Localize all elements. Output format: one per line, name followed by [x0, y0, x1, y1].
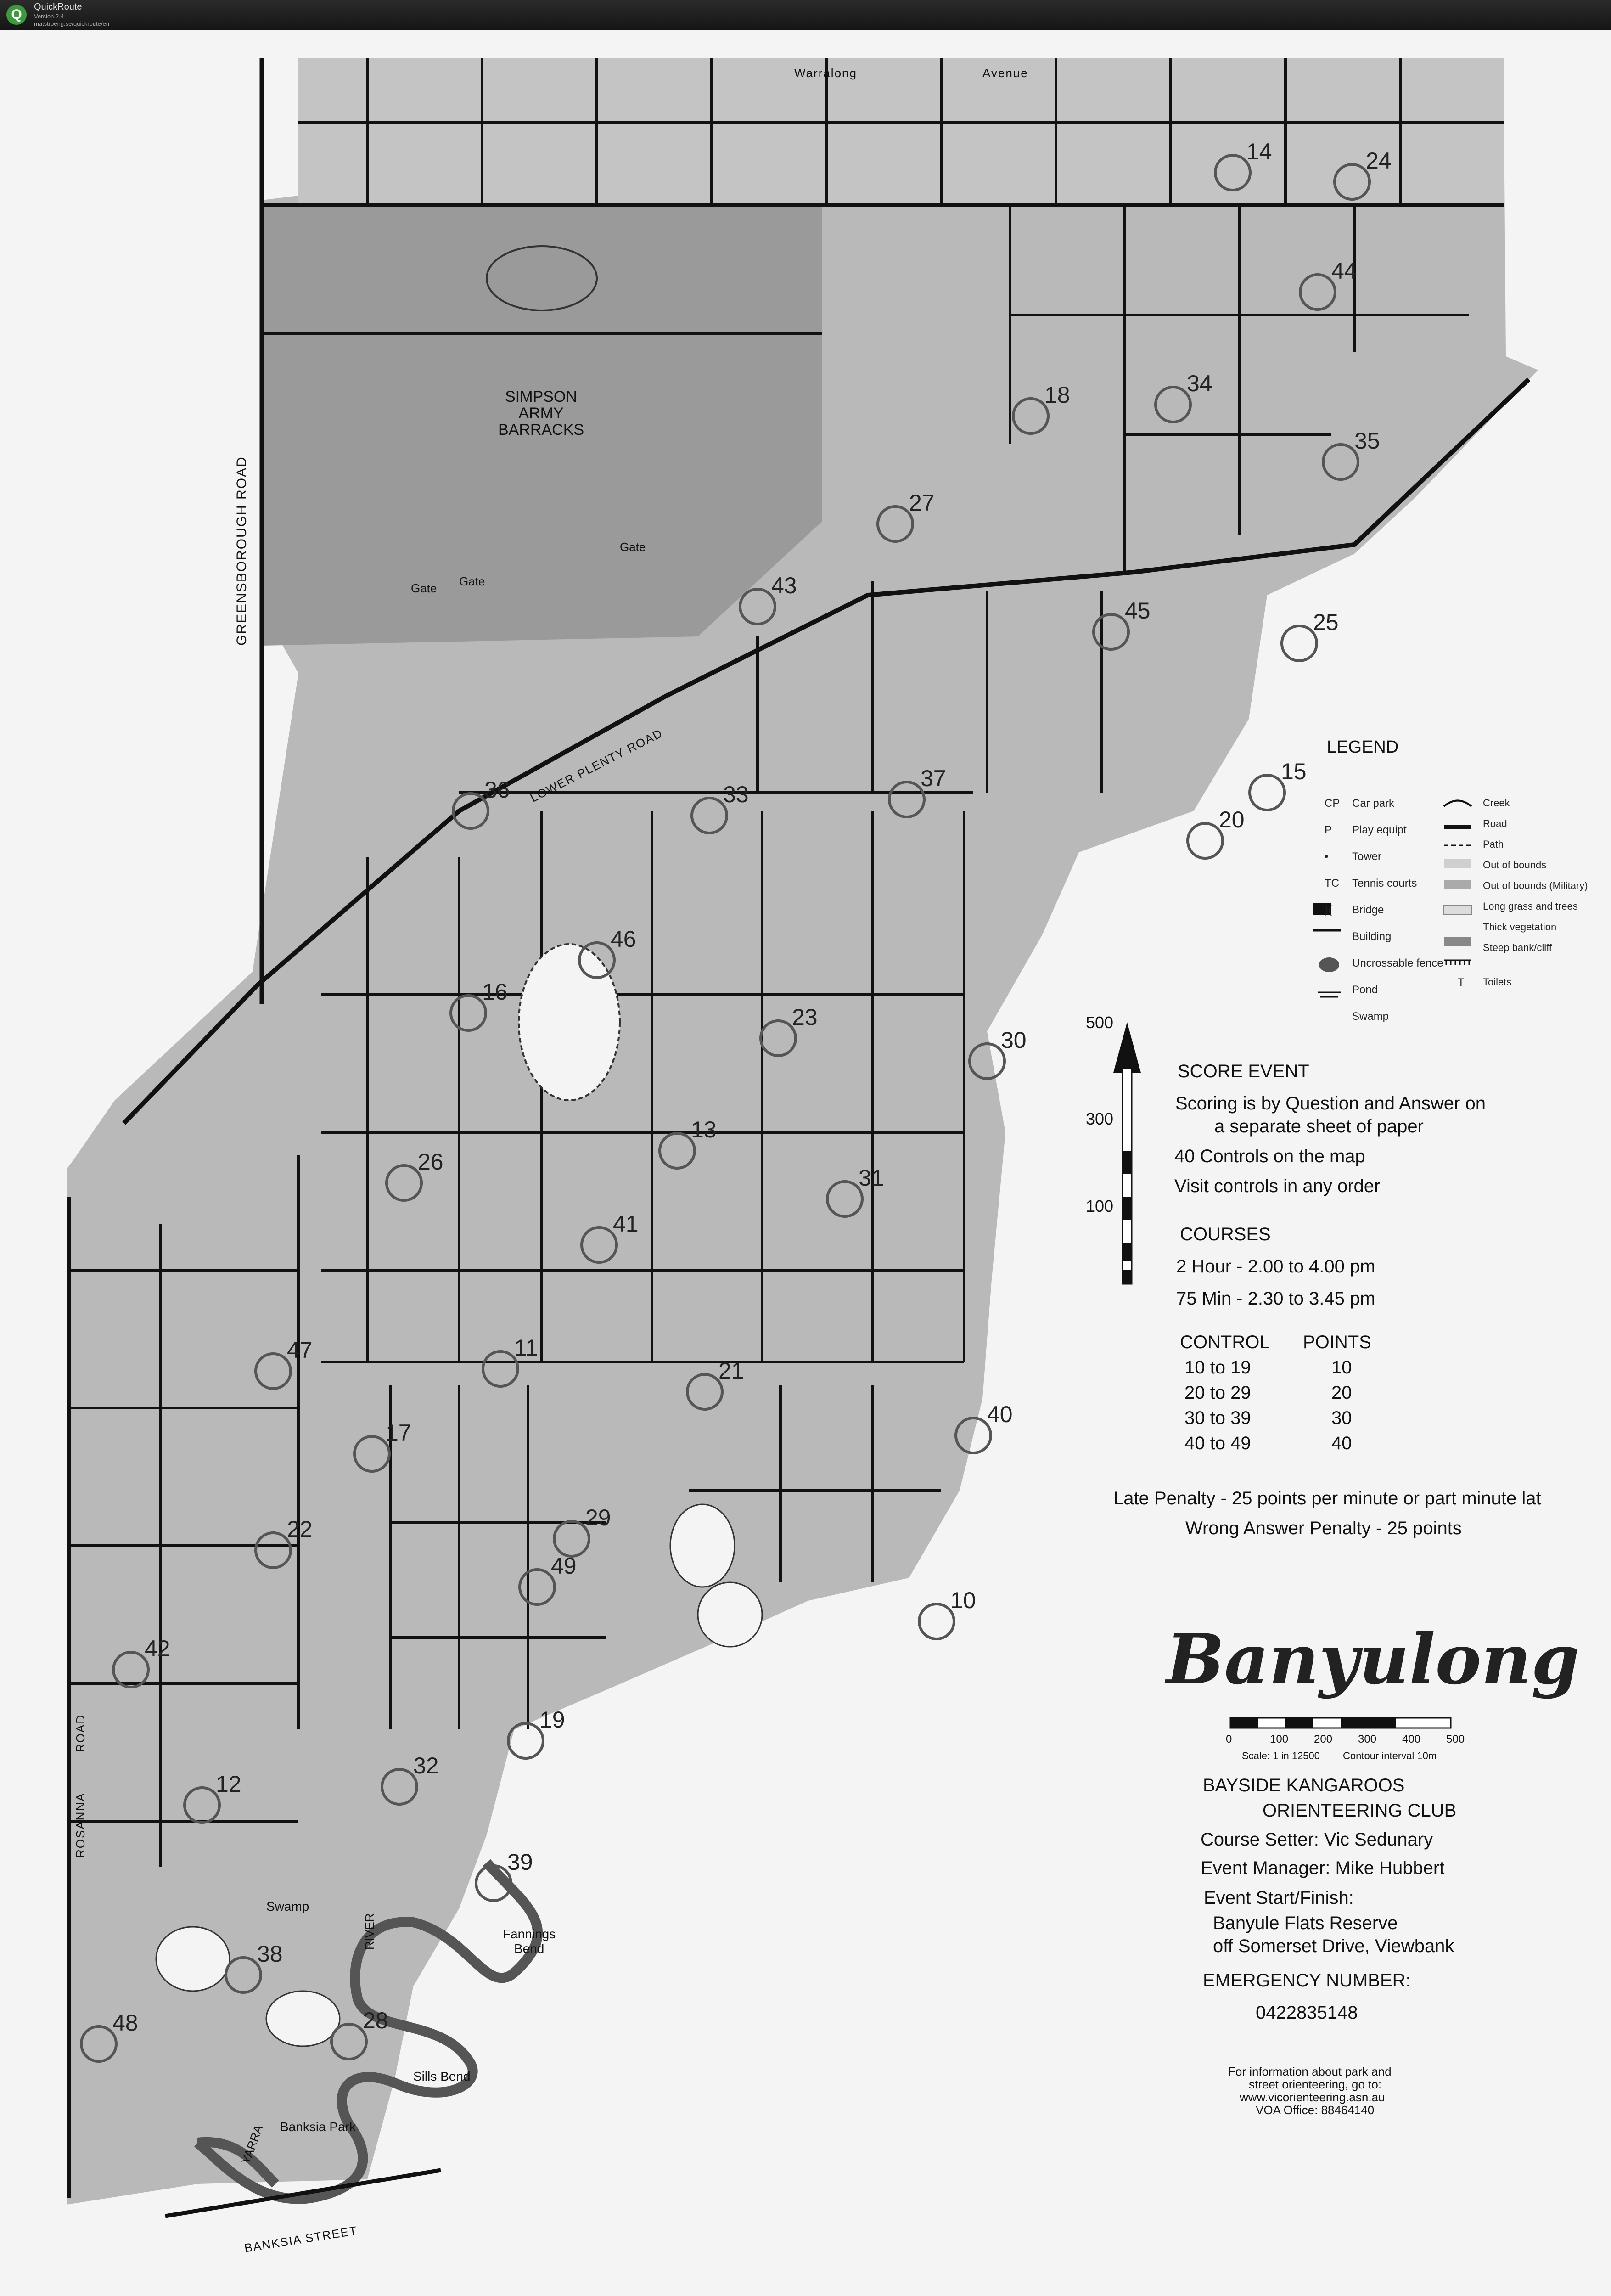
control-number-10: 10: [950, 1587, 976, 1613]
yarra-label: YARRA: [239, 2123, 266, 2166]
hscale-tick-0: 0: [1226, 1733, 1232, 1745]
gate-label-3: Gate: [411, 581, 437, 595]
river-label: RIVER: [363, 1913, 376, 1950]
north-strip: [298, 58, 1504, 205]
control-number-36: 36: [484, 777, 510, 803]
legend-code-3: TC: [1325, 877, 1339, 889]
legend-right-label-2: Path: [1483, 838, 1504, 850]
control-number-41: 41: [613, 1211, 639, 1237]
courses-title: COURSES: [1180, 1224, 1271, 1244]
control-number-30: 30: [1001, 1027, 1027, 1053]
greensborough-road-label: GREENSBOROUGH ROAD: [234, 456, 249, 646]
emergency-title: EMERGENCY NUMBER:: [1203, 1970, 1411, 1991]
control-number-15: 15: [1281, 759, 1307, 784]
legend-right-label-3: Out of bounds: [1483, 859, 1547, 871]
control-number-28: 28: [363, 2008, 388, 2033]
lower-plenty-road-label: LOWER PLENTY ROAD: [528, 726, 665, 805]
points-header-control: CONTROL: [1180, 1332, 1270, 1352]
legend-label-7: Pond: [1352, 984, 1378, 996]
map-title: Banyulong: [1166, 1619, 1580, 1700]
control-number-46: 46: [611, 926, 636, 952]
swamp-label: Swamp: [266, 1899, 309, 1913]
control-number-33: 33: [723, 782, 749, 807]
hscale-tick-1: 100: [1270, 1733, 1289, 1745]
control-number-19: 19: [539, 1707, 565, 1733]
control-number-43: 43: [771, 573, 797, 598]
legend-thickveg-symbol: [1444, 937, 1471, 946]
legend-label-5: Building: [1352, 930, 1392, 943]
oval-a: [670, 1504, 735, 1587]
club-line-1: BAYSIDE KANGAROOS: [1203, 1775, 1405, 1795]
control-number-48: 48: [112, 2010, 138, 2036]
control-number-42: 42: [145, 1636, 170, 1661]
oval-c: [156, 1927, 230, 1991]
legend-right-label-0: Creek: [1483, 797, 1510, 809]
control-number-20: 20: [1219, 807, 1245, 833]
control-number-37: 37: [921, 765, 946, 791]
control-number-31: 31: [859, 1165, 884, 1191]
legend-right-code-8: T: [1458, 976, 1465, 989]
fannings-bend-label: Fannings Bend: [503, 1927, 556, 1956]
event-type: SCORE EVENT: [1178, 1061, 1309, 1081]
control-circle-25[interactable]: [1282, 626, 1317, 661]
legend-label-6: Uncrossable fence: [1352, 957, 1443, 969]
control-number-35: 35: [1354, 428, 1380, 454]
north-arrow-icon: [1113, 1022, 1141, 1073]
oval-b: [698, 1582, 762, 1647]
controls-count: 40 Controls on the map: [1174, 1146, 1365, 1166]
banksia-park-label: Banksia Park: [280, 2120, 356, 2134]
start-finish-line-2: off Somerset Drive, Viewbank: [1213, 1936, 1454, 1956]
legend-right-label-4: Out of bounds (Military): [1483, 880, 1588, 891]
banksia-street-label: BANKSIA STREET: [243, 2223, 359, 2255]
control-number-29: 29: [585, 1505, 611, 1531]
oval-d: [266, 1991, 340, 2046]
legend-label-4: Bridge: [1352, 904, 1384, 916]
vertical-scale-bar: [1113, 1022, 1141, 1284]
control-number-24: 24: [1366, 148, 1392, 174]
info-line-4: VOA Office: 88464140: [1256, 2103, 1375, 2117]
control-number-38: 38: [257, 1941, 283, 1967]
legend-pond-symbol: [1319, 957, 1339, 972]
control-circle-20[interactable]: [1188, 823, 1223, 858]
control-number-22: 22: [287, 1516, 313, 1542]
visit-order: Visit controls in any order: [1174, 1176, 1381, 1196]
control-number-39: 39: [507, 1849, 533, 1875]
late-penalty: Late Penalty - 25 points per minute or part minute lat: [1113, 1488, 1541, 1508]
vscale-100: 100: [1086, 1197, 1114, 1216]
control-number-47: 47: [287, 1337, 313, 1363]
points-header-points: POINTS: [1303, 1332, 1371, 1352]
legend-right-label-5: Long grass and trees: [1483, 900, 1578, 912]
scoring-line-1: Scoring is by Question and Answer on: [1175, 1093, 1486, 1114]
app-name: QuickRoute: [34, 2, 82, 12]
barracks-label: SIMPSON ARMY BARRACKS: [498, 388, 584, 439]
points-value-1: 20: [1331, 1383, 1352, 1403]
legend-label-1: Play equipt: [1352, 824, 1407, 836]
info-line-3: www.vicorienteering.asn.au: [1240, 2090, 1385, 2104]
emergency-number: 0422835148: [1256, 2003, 1358, 2023]
legend-creek-symbol: [1444, 801, 1471, 807]
rosanna-label: ROSANNA: [73, 1792, 87, 1858]
legend-code-4: )(: [1325, 904, 1332, 916]
legend-code-2: •: [1325, 850, 1329, 863]
contour-text: Contour interval 10m: [1343, 1750, 1437, 1761]
legend-label-3: Tennis courts: [1352, 877, 1417, 889]
vscale-500: 500: [1086, 1013, 1114, 1032]
legend-steepbank-symbol: [1444, 960, 1471, 965]
gate-label-2: Gate: [459, 574, 485, 588]
control-number-14: 14: [1246, 139, 1272, 164]
control-number-27: 27: [909, 490, 935, 516]
app-url: matstroeng.se/quickroute/en: [34, 20, 110, 27]
control-number-34: 34: [1187, 371, 1212, 396]
info-line-1: For information about park and: [1228, 2065, 1392, 2078]
control-number-23: 23: [792, 1004, 818, 1030]
info-line-2: street orienteering, go to:: [1249, 2077, 1382, 2091]
avenue-label: Avenue: [982, 66, 1028, 80]
wrong-answer-penalty: Wrong Answer Penalty - 25 points: [1185, 1518, 1462, 1538]
gate-label-1: Gate: [620, 540, 646, 554]
control-number-25: 25: [1313, 609, 1339, 635]
control-number-21: 21: [718, 1358, 744, 1384]
legend-longgrass-symbol: [1444, 905, 1471, 914]
control-circle-15[interactable]: [1250, 775, 1285, 810]
legend-label-8: Swamp: [1352, 1010, 1389, 1023]
points-range-3: 40 to 49: [1184, 1433, 1251, 1453]
control-number-13: 13: [691, 1117, 717, 1142]
legend-right-label-6: Thick vegetation: [1483, 921, 1557, 933]
sills-bend-label: Sills Bend: [413, 2069, 471, 2083]
oval-46: [519, 944, 620, 1100]
road-label: ROAD: [73, 1714, 87, 1752]
start-finish-title: Event Start/Finish:: [1204, 1888, 1354, 1908]
legend-title: LEGEND: [1327, 737, 1399, 757]
course-75-min: 75 Min - 2.30 to 3.45 pm: [1176, 1289, 1375, 1309]
legend-swamp-symbol: [1318, 992, 1341, 997]
orienteering-map[interactable]: [0, 30, 1611, 2296]
course-2-hour: 2 Hour - 2.00 to 4.00 pm: [1176, 1256, 1375, 1277]
control-number-18: 18: [1044, 382, 1070, 408]
legend-right-label-8: Toilets: [1483, 976, 1512, 988]
legend-code-0: CP: [1325, 797, 1340, 810]
control-number-11: 11: [514, 1335, 538, 1361]
quickroute-logo-icon: Q: [6, 5, 27, 25]
points-range-0: 10 to 19: [1184, 1357, 1251, 1378]
control-number-26: 26: [418, 1149, 443, 1175]
points-value-3: 40: [1331, 1433, 1352, 1453]
warralong-label: Warralong: [794, 66, 857, 80]
hscale-tick-5: 500: [1446, 1733, 1465, 1745]
club-line-2: ORIENTEERING CLUB: [1263, 1801, 1457, 1821]
legend-oob-military-symbol: [1444, 880, 1471, 889]
scoring-line-2: a separate sheet of paper: [1214, 1116, 1424, 1137]
legend-oob-symbol: [1444, 859, 1471, 868]
control-number-40: 40: [987, 1401, 1013, 1427]
legend-label-2: Tower: [1352, 850, 1382, 863]
control-number-49: 49: [551, 1553, 577, 1579]
points-range-2: 30 to 39: [1184, 1408, 1251, 1428]
points-value-2: 30: [1331, 1408, 1352, 1428]
legend-right-label-1: Road: [1483, 818, 1507, 829]
title-bar: [0, 0, 1611, 30]
hscale-tick-4: 400: [1402, 1733, 1421, 1745]
course-setter: Course Setter: Vic Sedunary: [1201, 1829, 1433, 1850]
legend-code-1: P: [1325, 824, 1332, 836]
control-number-45: 45: [1125, 598, 1151, 624]
control-number-44: 44: [1331, 258, 1357, 284]
vscale-300: 300: [1086, 1109, 1114, 1128]
scale-text: Scale: 1 in 12500: [1242, 1750, 1320, 1761]
control-number-16: 16: [482, 979, 508, 1005]
hscale-tick-2: 200: [1314, 1733, 1333, 1745]
horizontal-scale-bar: [1230, 1718, 1451, 1728]
points-value-0: 10: [1331, 1357, 1352, 1378]
control-number-32: 32: [413, 1753, 439, 1778]
start-finish-line-1: Banyule Flats Reserve: [1213, 1913, 1398, 1933]
event-manager: Event Manager: Mike Hubbert: [1201, 1858, 1445, 1878]
control-number-12: 12: [216, 1771, 241, 1797]
hscale-tick-3: 300: [1358, 1733, 1377, 1745]
control-number-17: 17: [386, 1420, 411, 1446]
control-circle-19[interactable]: [508, 1723, 543, 1758]
points-range-1: 20 to 29: [1184, 1383, 1251, 1403]
legend-label-0: Car park: [1352, 797, 1395, 810]
app-version: Version 2.4: [34, 13, 64, 20]
legend-right-label-7: Steep bank/cliff: [1483, 942, 1552, 953]
control-circle-10[interactable]: [919, 1604, 954, 1639]
